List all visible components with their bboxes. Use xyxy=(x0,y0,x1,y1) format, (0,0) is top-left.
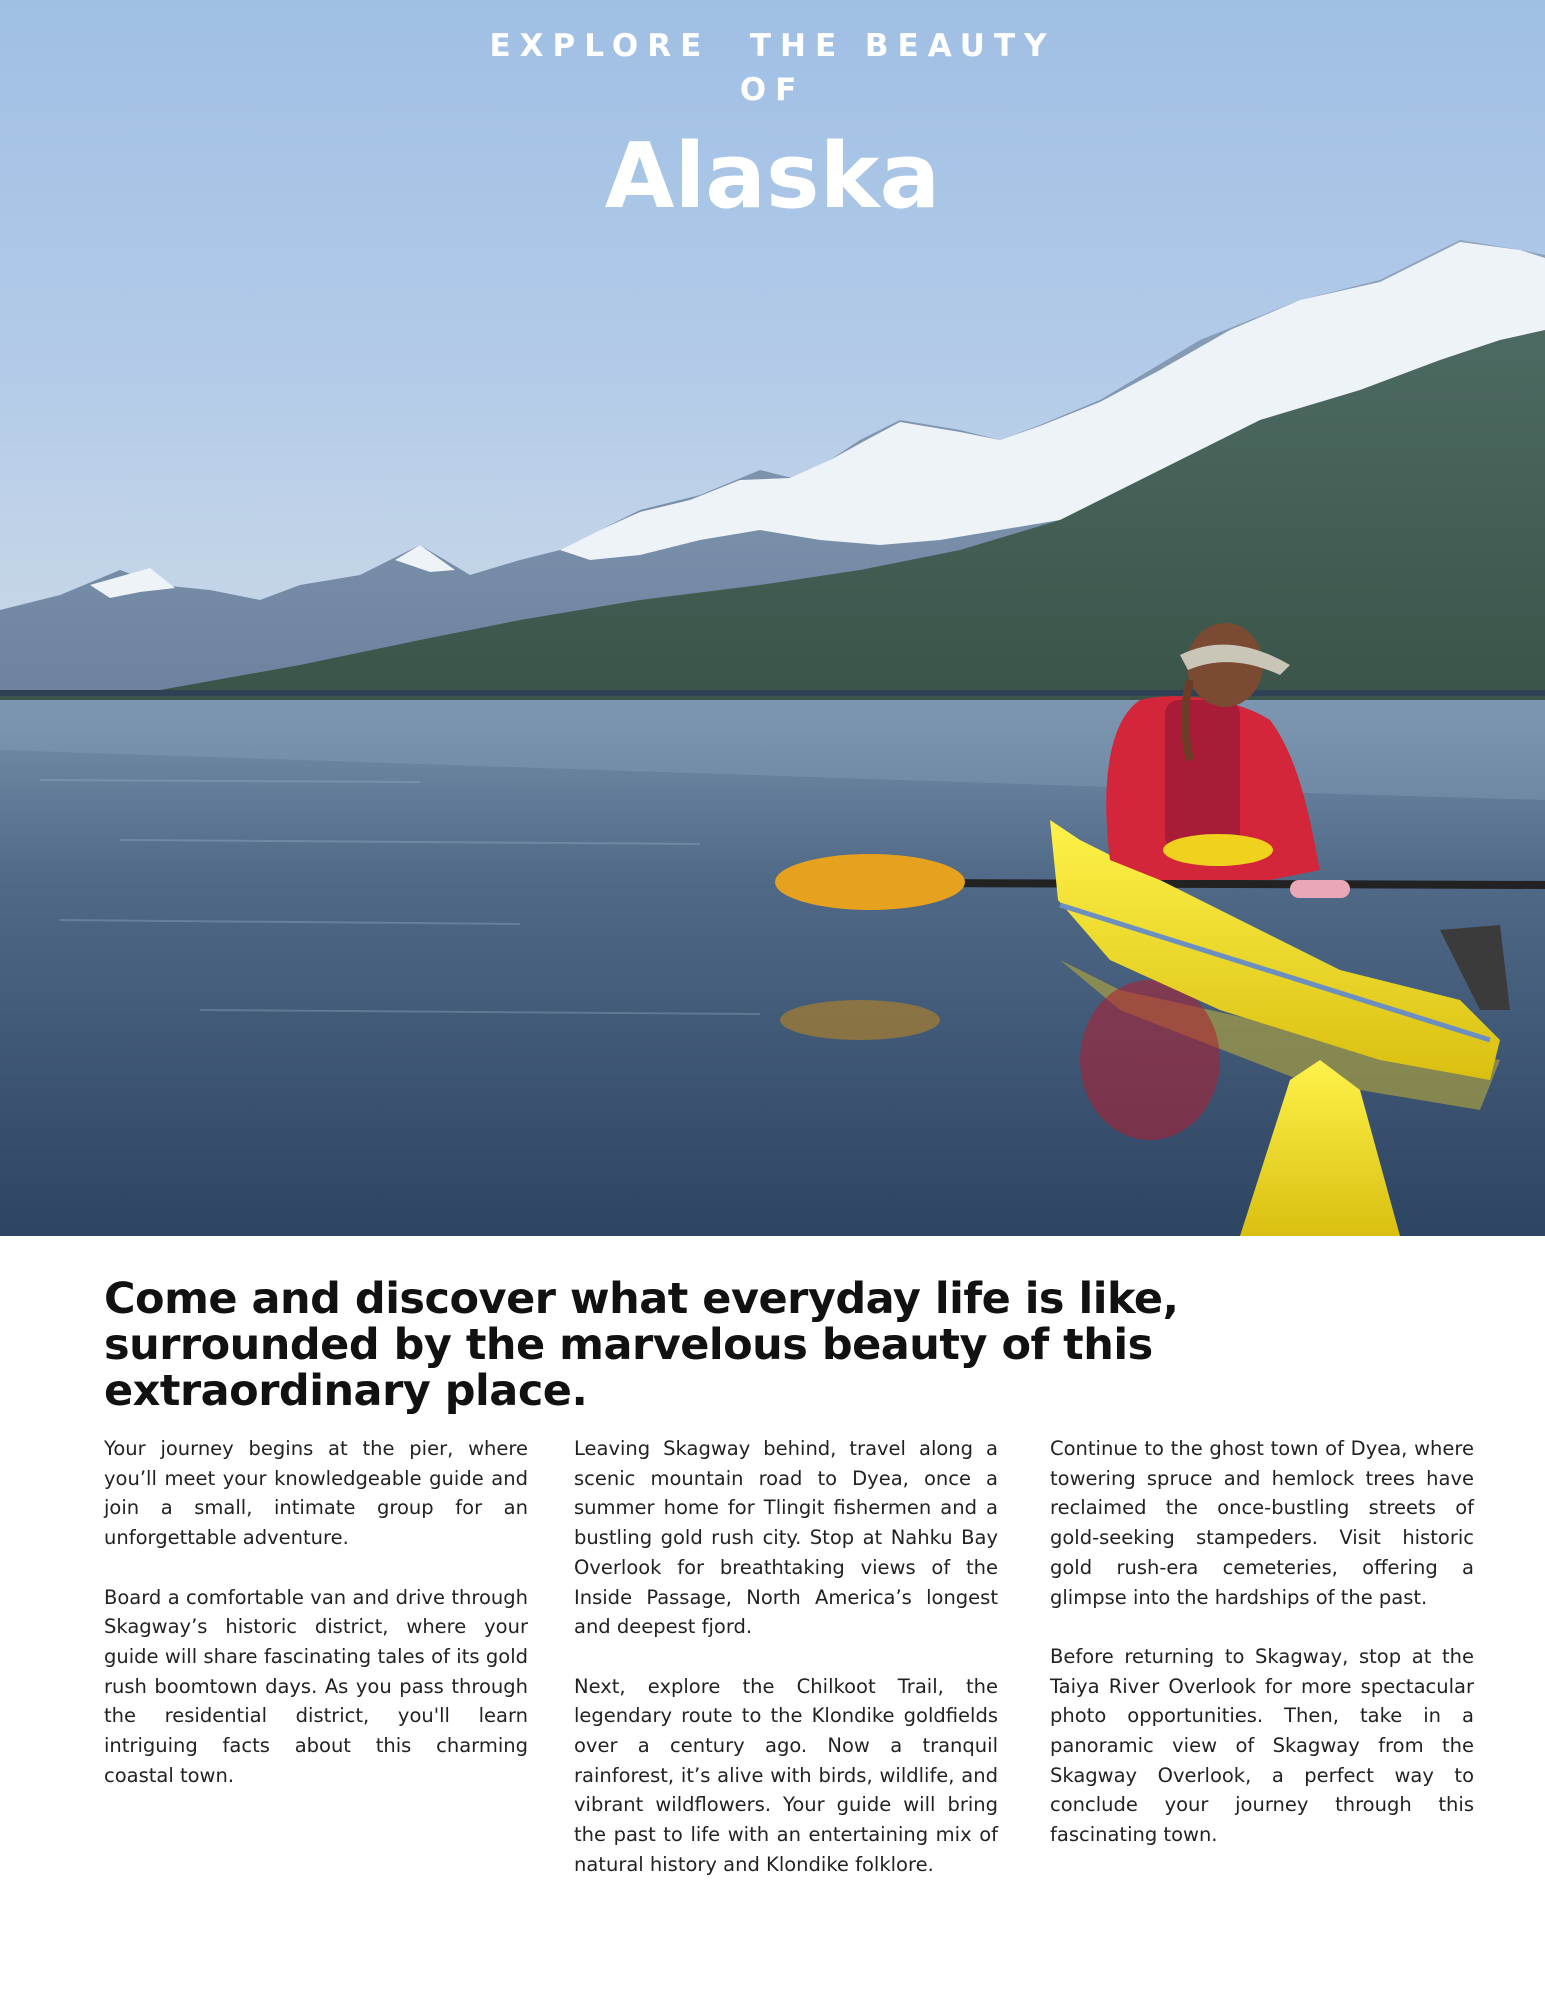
column-2-paragraph-2: Next, explore the Chilkoot Trail, the legendary route to the Klondike goldfields over a century ago. Now a tranquil rainforest, it’s alive with birds, wildlife, and vibrant wildflowers. Your guide will bring the past to life with an entertaining mix of natural history and Klondike folklore. xyxy=(574,1674,998,1876)
kicker-line-1: EXPLORE THE BEAUTY xyxy=(489,28,1056,64)
column-1-paragraph-1: Your journey begins at the pier, where you’ll meet your knowledgeable guide and join a small, intimate group for an unforgettable adventure. xyxy=(104,1437,528,1550)
column-3-paragraph-1: Continue to the ghost town of Dyea, where towering spruce and hemlock trees have reclaimed the once-bustling streets of gold-seeking stampeders. Visit historic gold rush-era cemeteries, offering a glimpse into the hardships of the past. xyxy=(1050,1437,1474,1609)
hero-kicker xyxy=(0,24,1545,112)
column-3-paragraph-2: Before returning to Skagway, stop at the Taiya River Overlook for more spectacular photo opportunities. Then, take in a panoramic view of Skagway from the Skagway Overlook, a perfect way to conclude your journey through this fascinating town. xyxy=(1050,1644,1474,1847)
column-2 xyxy=(574,1434,998,1909)
hero-title: Alaska xyxy=(604,124,941,229)
paddle-blade xyxy=(775,854,965,910)
headline: Come and discover what everyday life is like, surrounded by the marvelous beauty of this extraordinary place. xyxy=(104,1274,1179,1416)
column-1 xyxy=(104,1434,528,1820)
column-1-paragraph-2: Board a comfortable van and drive through Skagway’s historic district, where your guide will share fascinating tales of its gold rush boomtown days. As you pass through the residential district, you'll learn intriguing facts about this charming coastal town. xyxy=(104,1585,528,1787)
column-2-paragraph-1: Leaving Skagway behind, travel along a scenic mountain road to Dyea, once a summer home for Tlingit fishermen and a bustling gold rush city. Stop at Nahku Bay Overlook for breathtaking views of the Inside Passage, North America’s longest and deepest fjord. xyxy=(574,1437,998,1639)
column-3 xyxy=(1050,1434,1474,1880)
kicker-line-2: OF xyxy=(739,72,806,108)
